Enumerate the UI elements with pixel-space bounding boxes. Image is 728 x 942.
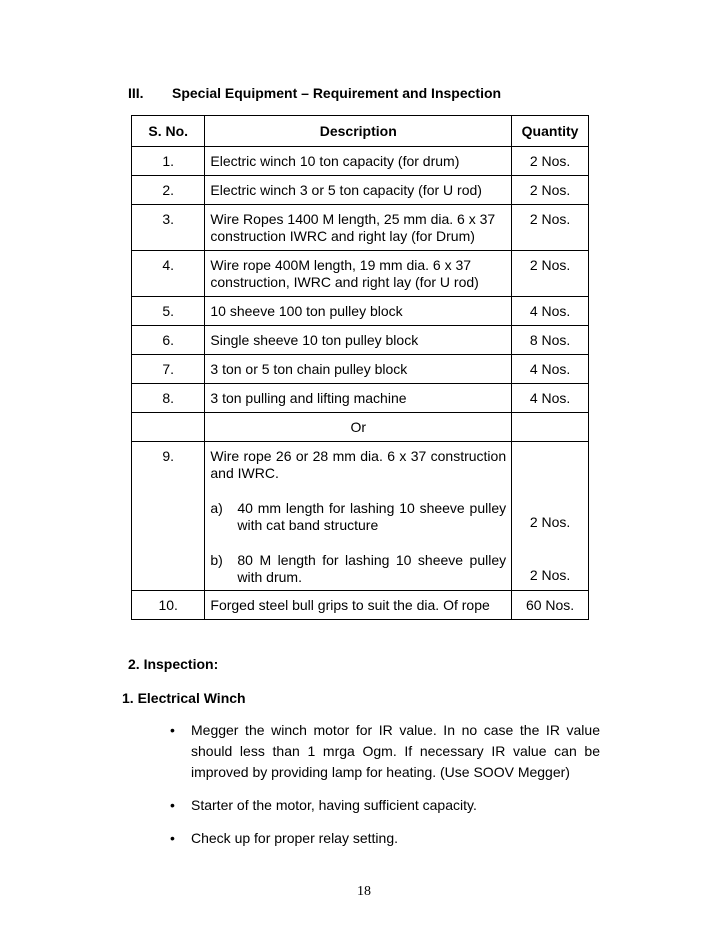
- electrical-winch-heading: 1. Electrical Winch: [122, 690, 246, 706]
- cell-quantity: 2 Nos.: [512, 176, 589, 205]
- table-row: [132, 355, 589, 384]
- header-sno: S. No.: [132, 116, 205, 147]
- row9-main-description: Wire rope 26 or 28 mm dia. 6 x 37 construction and IWRC.: [210, 448, 507, 481]
- cell-sno: 9.: [132, 442, 205, 591]
- cell-description: Electric winch 3 or 5 ton capacity (for U rod): [205, 176, 512, 205]
- cell-quantity: 4 Nos.: [512, 297, 589, 326]
- cell-description: 10 sheeve 100 ton pulley block: [205, 297, 512, 326]
- cell-or: Or: [205, 413, 512, 442]
- table-row: [132, 251, 589, 297]
- cell-sno: 8.: [132, 384, 205, 413]
- equipment-table: [131, 115, 589, 620]
- cell-quantity: 2 Nos.: [512, 147, 589, 176]
- sub-item-b-label: b): [210, 552, 223, 568]
- table-row: [132, 147, 589, 176]
- cell-description: Wire Ropes 1400 M length, 25 mm dia. 6 x 37 construction IWRC and right lay (for Drum): [205, 205, 512, 251]
- cell-sno: 4.: [132, 251, 205, 297]
- cell-sno: 5.: [132, 297, 205, 326]
- table-row: [132, 591, 589, 620]
- sub-item-a-label: a): [210, 500, 223, 516]
- cell-quantity: 4 Nos.: [512, 355, 589, 384]
- table-row: [132, 176, 589, 205]
- cell-quantity: 2 Nos.: [512, 251, 589, 297]
- header-quantity: Quantity: [512, 116, 589, 147]
- cell-description: 3 ton or 5 ton chain pulley block: [205, 355, 512, 384]
- cell-quantity: [512, 442, 589, 591]
- table-row: [132, 205, 589, 251]
- table-row: [132, 384, 589, 413]
- list-item-text: Starter of the motor, having sufficient capacity.: [191, 797, 477, 813]
- cell-description: Electric winch 10 ton capacity (for drum): [205, 147, 512, 176]
- bullet-icon: •: [170, 830, 175, 846]
- bullet-icon: •: [170, 722, 175, 738]
- cell-sno: 6.: [132, 326, 205, 355]
- cell-sno: 1.: [132, 147, 205, 176]
- sub-item-b-text: 80 M length for lashing 10 sheeve pulley with drum.: [237, 552, 507, 585]
- inspection-bullet-list: [170, 720, 600, 861]
- sub-item-a: [210, 500, 506, 534]
- cell-description: Wire rope 400M length, 19 mm dia. 6 x 37 construction, IWRC and right lay (for U rod): [205, 251, 512, 297]
- page-number: 18: [357, 884, 371, 899]
- cell-quantity-empty: [512, 413, 589, 442]
- cell-sno: 3.: [132, 205, 205, 251]
- cell-quantity: 8 Nos.: [512, 326, 589, 355]
- sub-item-b: [210, 552, 506, 586]
- list-item-text: Megger the winch motor for IR value. In no case the IR value should less than 1 mrga Ogm. If necessary IR value can be improved by providing lamp for heating. (Use SOOV Megger): [191, 722, 600, 780]
- section-number: III.: [128, 85, 144, 101]
- table-header-row: [132, 116, 589, 147]
- inspection-heading: 2. Inspection:: [128, 656, 219, 672]
- section-title: Special Equipment – Requirement and Inspection: [172, 85, 502, 101]
- table-row-or: [132, 413, 589, 442]
- cell-description: [205, 442, 512, 591]
- cell-sno: 2.: [132, 176, 205, 205]
- sub-item-a-quantity: 2 Nos.: [529, 514, 571, 530]
- table-row: [132, 326, 589, 355]
- cell-description: Single sheeve 10 ton pulley block: [205, 326, 512, 355]
- cell-quantity: 4 Nos.: [512, 384, 589, 413]
- cell-quantity: 60 Nos.: [512, 591, 589, 620]
- list-item: [170, 720, 600, 783]
- table-row: [132, 297, 589, 326]
- list-item-text: Check up for proper relay setting.: [191, 830, 398, 846]
- section-heading: [128, 85, 501, 101]
- list-item: [170, 795, 600, 816]
- cell-sno-empty: [132, 413, 205, 442]
- table-row-9: [132, 442, 589, 591]
- cell-sno: 7.: [132, 355, 205, 384]
- cell-description: 3 ton pulling and lifting machine: [205, 384, 512, 413]
- sub-item-b-quantity: 2 Nos.: [529, 567, 571, 583]
- header-description: Description: [205, 116, 512, 147]
- cell-sno: 10.: [132, 591, 205, 620]
- cell-description: Forged steel bull grips to suit the dia. Of rope: [205, 591, 512, 620]
- bullet-icon: •: [170, 797, 175, 813]
- cell-quantity: 2 Nos.: [512, 205, 589, 251]
- sub-item-a-text: 40 mm length for lashing 10 sheeve pulley with cat band structure: [237, 500, 507, 533]
- list-item: [170, 828, 600, 849]
